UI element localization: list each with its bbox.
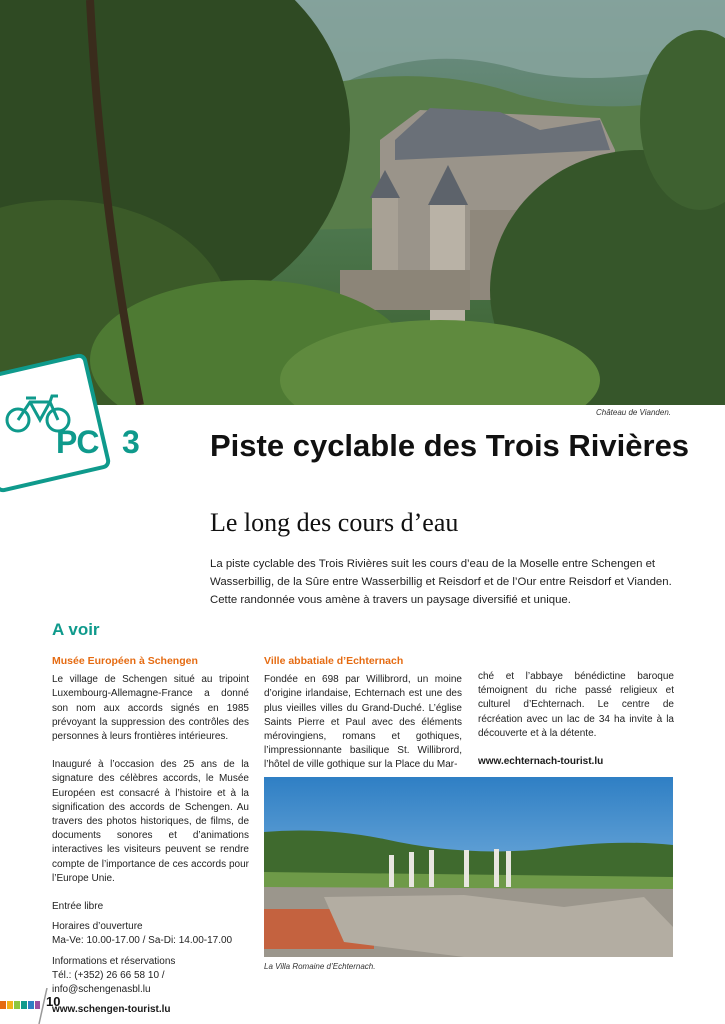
footer-color-strip [0,996,40,1004]
museum-heading: Musée Européen à Schengen [52,655,198,667]
museum-hours: Ma-Ve: 10.00-17.00 / Sa-Di: 14.00-17.00 [52,935,233,947]
abbey-paragraph-part-2: ché et l’abbaye bénédictine baroque témoignent du riche passé religieux et culturel d’Echternach. Le centre de récréation avec un lac de 34 ha invite à la découverte et à la détente. [478,671,674,739]
abbey-heading: Ville abbatiale d’Echternach [264,655,404,667]
villa-romaine-photo [264,777,673,957]
hero-photo-vianden-castle [0,0,725,405]
route-badge [0,352,112,494]
museum-website-link[interactable]: www.schengen-tourist.lu [52,1004,171,1016]
abbey-column-continued [478,670,674,783]
abbey-column [264,654,462,787]
page-subtitle: Le long des cours d’eau [210,508,459,537]
page-title: Piste cyclable des Trois Rivières [210,428,690,463]
section-title: A voir [52,620,100,639]
route-code: PC [56,424,99,460]
museum-contact: Tél.: (+352) 26 66 58 10 / info@schengenasbl.lu [52,969,165,996]
hero-caption: Château de Vianden. [595,408,671,417]
villa-caption: La Villa Romaine d’Echternach. [264,962,376,971]
museum-paragraph-1: Le village de Schengen situé au tripoint Luxembourg-Allemagne-France a donné son nom aux accords signés en 1985 prévoyant la suppression des contrôles des personnes à leurs frontières intérieures. [52,674,249,743]
intro-paragraph: La piste cyclable des Trois Rivières suit les cours d’eau de la Moselle entre Schengen et Wasserbillig, de la Sûre entre Wasserbillig et Reisdorf et de l’Our entre Reisdorf et Vianden. Cette randonnée vous amène à travers un paysage diversifié et unique. [210,558,672,606]
abbey-website-link[interactable]: www.echternach-tourist.lu [478,756,604,768]
abbey-paragraph-part-1: Fondée en 698 par Willibrord, un moine d’origine irlandaise, Echternach est une des plus vieilles villes du Grand-Duché. L’église Saints Pierre et Paul avec des éléments mérovingiens, romans et gothiques, l’impressionnante basilique St. Willibrord, l’hôtel de ville gothique sur la Place du Mar- [264,674,462,771]
museum-entry: Entrée libre [52,901,104,913]
museum-column [52,654,249,1017]
museum-info-label: Informations et réservations [52,955,176,967]
route-number: 3 [122,424,140,460]
museum-hours-label: Horaires d’ouverture [52,921,143,933]
museum-paragraph-2: Inauguré à l’occasion des 25 ans de la signature des célèbres accords, le Musée Européen est consacré à l’histoire et à la signification des accords de Schengen. Au travers des photos historiques, de films, de documents sonores et d’animations interactives les visiteurs peuvent se rendre compte de l’importance de ces accords pour l’Europe Unie. [52,759,249,884]
page-number: 10 [46,994,61,1009]
